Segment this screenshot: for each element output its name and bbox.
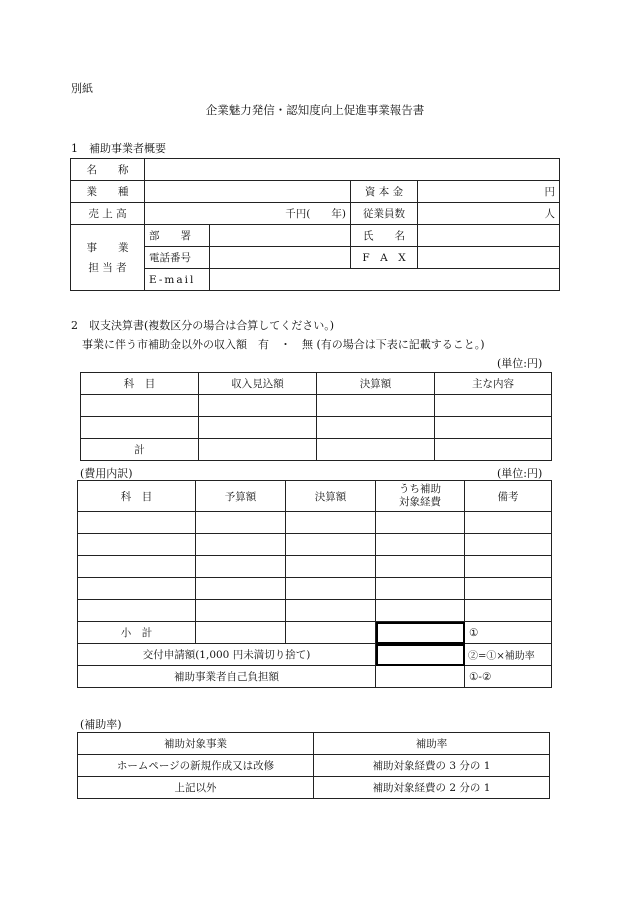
expense-table — [77, 480, 552, 688]
rate-caption: (補助率) — [80, 718, 122, 731]
expense-cell[interactable] — [465, 556, 552, 578]
fax-field[interactable] — [418, 247, 560, 269]
expense-cell[interactable] — [286, 534, 376, 556]
employees-field[interactable] — [418, 203, 560, 225]
business-type-field[interactable] — [145, 181, 351, 203]
expense-cell[interactable] — [78, 534, 196, 556]
person-name-field[interactable] — [418, 225, 560, 247]
rate-row-project: ホームページの新規作成又は改修 — [78, 755, 314, 777]
employees-unit: 人 — [544, 208, 555, 220]
unit-note-expense: (単位:円) — [497, 467, 543, 480]
expense-row — [78, 534, 552, 556]
capital-label: 資 本 金 — [351, 181, 418, 203]
income-total-cell[interactable] — [199, 439, 317, 461]
rate-header-rate: 補助率 — [314, 733, 550, 755]
sales-label: 売 上 高 — [71, 203, 145, 225]
expense-header-budget: 予算額 — [196, 481, 286, 512]
subsidy-rate-table — [77, 732, 550, 799]
expense-cell[interactable] — [376, 512, 465, 534]
contact-person-label — [71, 225, 145, 291]
document-title: 企業魅力発信・認知度向上促進事業報告書 — [205, 103, 425, 117]
income-table — [80, 372, 552, 461]
income-cell[interactable] — [199, 395, 317, 417]
unit-note-income: (単位:円) — [497, 357, 543, 370]
grant-amount-note: ②=①×補助率 — [465, 644, 552, 666]
income-row — [81, 417, 552, 439]
income-header-item: 科 目 — [81, 373, 199, 395]
income-cell[interactable] — [317, 417, 435, 439]
email-label: E-mail — [145, 269, 210, 291]
department-label: 部 署 — [145, 225, 210, 247]
person-name-label: 氏 名 — [351, 225, 418, 247]
income-cell[interactable] — [199, 417, 317, 439]
phone-field[interactable] — [210, 247, 351, 269]
expense-cell[interactable] — [465, 534, 552, 556]
expense-cell[interactable] — [196, 578, 286, 600]
company-overview-table — [70, 158, 560, 291]
expense-row — [78, 512, 552, 534]
expense-row — [78, 600, 552, 622]
expense-cell[interactable] — [465, 578, 552, 600]
expense-cell[interactable] — [465, 600, 552, 622]
expense-caption: (費用内訳) — [80, 467, 133, 480]
expense-header-remarks: 備考 — [465, 481, 552, 512]
income-header-estimate: 収入見込額 — [199, 373, 317, 395]
business-type-label: 業 種 — [71, 181, 145, 203]
expense-cell[interactable] — [376, 600, 465, 622]
rate-row-rate: 補助対象経費の 2 分の 1 — [314, 777, 550, 799]
expense-header-eligible: うち補助 対象経費 — [376, 481, 465, 512]
email-field[interactable] — [210, 269, 560, 291]
sales-field[interactable] — [145, 203, 351, 225]
fax-label: F A X — [351, 247, 418, 269]
income-total-label: 計 — [81, 439, 199, 461]
expense-row — [78, 556, 552, 578]
expense-header-item: 科 目 — [78, 481, 196, 512]
subtotal-settlement-cell[interactable] — [286, 622, 376, 644]
expense-cell[interactable] — [286, 512, 376, 534]
expense-cell[interactable] — [376, 578, 465, 600]
income-header-settlement: 決算額 — [317, 373, 435, 395]
income-cell[interactable] — [317, 395, 435, 417]
name-label: 名 称 — [71, 159, 145, 181]
employees-label: 従業員数 — [351, 203, 418, 225]
self-burden-label: 補助事業者自己負担額 — [78, 666, 376, 688]
expense-cell[interactable] — [78, 600, 196, 622]
expense-cell[interactable] — [376, 556, 465, 578]
expense-cell[interactable] — [286, 600, 376, 622]
income-cell[interactable] — [435, 395, 552, 417]
expense-cell[interactable] — [376, 534, 465, 556]
income-cell[interactable] — [81, 395, 199, 417]
expense-cell[interactable] — [78, 512, 196, 534]
income-total-cell[interactable] — [435, 439, 552, 461]
expense-cell[interactable] — [196, 512, 286, 534]
grant-amount-cell[interactable] — [376, 644, 465, 666]
income-cell[interactable] — [81, 417, 199, 439]
rate-header-project: 補助対象事業 — [78, 733, 314, 755]
expense-cell[interactable] — [286, 578, 376, 600]
section1-heading: 1 補助事業者概要 — [71, 142, 166, 155]
expense-cell[interactable] — [196, 534, 286, 556]
rate-row-rate: 補助対象経費の 3 分の 1 — [314, 755, 550, 777]
capital-unit: 円 — [544, 186, 555, 198]
income-header-content: 主な内容 — [435, 373, 552, 395]
expense-cell[interactable] — [78, 556, 196, 578]
income-cell[interactable] — [435, 417, 552, 439]
subtotal-eligible-cell[interactable] — [376, 622, 465, 644]
expense-cell[interactable] — [286, 556, 376, 578]
attachment-label: 別紙 — [71, 82, 93, 95]
contact-label-line1: 事 業 — [86, 241, 129, 254]
expense-cell[interactable] — [196, 556, 286, 578]
expense-cell[interactable] — [196, 600, 286, 622]
name-field[interactable] — [145, 159, 560, 181]
income-note: 事業に伴う市補助金以外の収入額 有 ・ 無 (有の場合は下表に記載すること。) — [82, 338, 485, 351]
phone-label: 電話番号 — [145, 247, 210, 269]
expense-cell[interactable] — [465, 512, 552, 534]
contact-label-line2: 担 当 者 — [88, 261, 127, 274]
sales-unit: 千円( 年) — [285, 208, 346, 220]
expense-row — [78, 578, 552, 600]
rate-row-project: 上記以外 — [78, 777, 314, 799]
section2-heading: 2 収支決算書(複数区分の場合は合算してください。) — [71, 319, 335, 332]
capital-field[interactable] — [418, 181, 560, 203]
expense-cell[interactable] — [78, 578, 196, 600]
income-total-cell[interactable] — [317, 439, 435, 461]
subtotal-note: ① — [465, 622, 552, 644]
self-burden-note: ①-② — [465, 666, 552, 688]
self-burden-cell[interactable] — [376, 666, 465, 688]
subtotal-label: 小 計 — [78, 622, 196, 644]
income-row — [81, 395, 552, 417]
subtotal-budget-cell[interactable] — [196, 622, 286, 644]
grant-amount-label: 交付申請額(1,000 円未満切り捨て) — [78, 644, 376, 666]
department-field[interactable] — [210, 225, 351, 247]
expense-header-settlement: 決算額 — [286, 481, 376, 512]
